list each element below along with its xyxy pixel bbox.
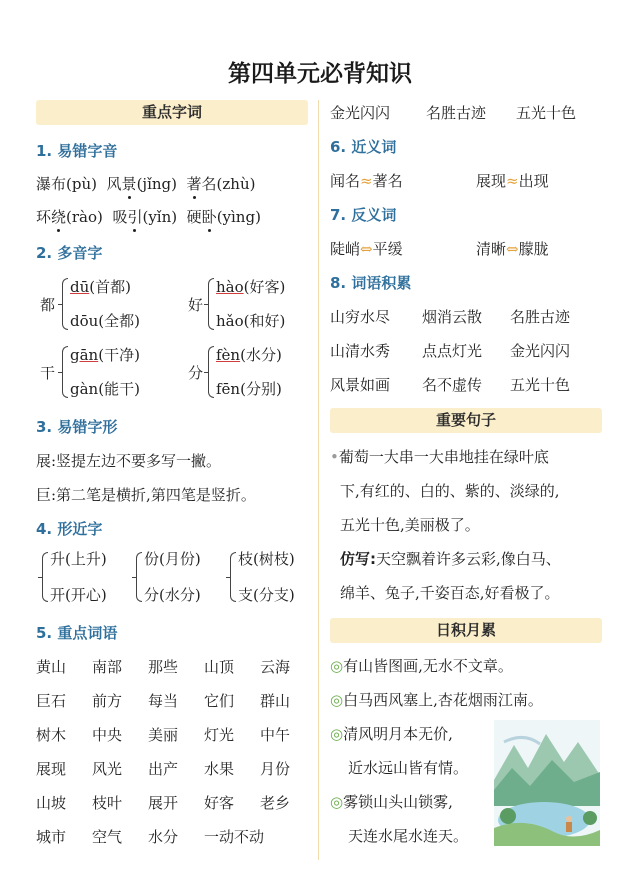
brace (136, 552, 142, 602)
similar-char-3a: 枝(树枝) (238, 550, 295, 568)
polyphone-char-hao: 好 (188, 296, 204, 314)
polyphone-hao-2: hǎo(和好) (216, 312, 286, 330)
key-phrase: 美丽 (148, 726, 179, 744)
vocab-phrase: 烟消云散 (422, 308, 483, 326)
similar-char-1a: 升(上升) (50, 550, 107, 568)
key-phrase: 前方 (92, 692, 123, 710)
page-title: 第四单元必背知识 (228, 61, 412, 87)
brace (62, 346, 68, 398)
section-title-synonyms: 6. 近义词 (330, 138, 397, 156)
polyphone-fen-2: fēn(分别) (216, 380, 282, 398)
section-banner-sentences: 重要句子 (330, 408, 602, 433)
imitate-line-2: 绵羊、兔子,千姿百态,好看极了。 (340, 584, 560, 602)
key-phrase: 那些 (148, 658, 179, 676)
key-phrase: 水分 (148, 828, 179, 846)
sentence-line-3: 五光十色,美丽极了。 (340, 516, 480, 534)
sentence-line-1: •葡萄一大串一大串地挂在绿叶底 (330, 448, 549, 466)
key-phrase: 枝叶 (92, 794, 123, 812)
pronunciation-row-1: 瀑布(pù) 风景(jǐng) 著名(zhù) (36, 175, 256, 193)
poem-line-4b: 天连水尾水连天。 (348, 827, 469, 845)
vocab-phrase: 点点灯光 (422, 342, 483, 360)
sentence-line-2: 下,有红的、白的、紫的、淡绿的, (340, 482, 560, 500)
brace (42, 552, 48, 602)
key-phrase: 山顶 (204, 658, 235, 676)
key-phrase: 展现 (36, 760, 67, 778)
key-phrase: 群山 (260, 692, 291, 710)
section-title-polyphones: 2. 多音字 (36, 244, 103, 262)
key-phrase: 山坡 (36, 794, 67, 812)
similar-char-1b: 开(开心) (50, 586, 107, 604)
synonym-pair-1: 闻名≈著名 (330, 172, 403, 190)
key-phrase: 老乡 (260, 794, 291, 812)
key-phrase: 南部 (92, 658, 123, 676)
polyphone-fen-1: fèn(水分) (216, 346, 282, 364)
polyphone-char-gan: 干 (40, 364, 56, 382)
polyphone-gan-2: gàn(能干) (70, 380, 140, 398)
polyphone-du-1: dū(首都) (70, 278, 131, 296)
imitate-line-1: 仿写:天空飘着许多云彩,像白马、 (340, 550, 561, 568)
similar-char-3b: 支(分支) (238, 586, 295, 604)
key-phrase: 月份 (260, 760, 291, 778)
antonym-pair-1: 陡峭⇔平缓 (330, 240, 403, 258)
key-phrase: 城市 (36, 828, 67, 846)
key-phrase: 树木 (36, 726, 67, 744)
poem-line-3a: ◎清风明月本无价, (330, 725, 453, 743)
section-title-pronunciation: 1. 易错字音 (36, 142, 118, 160)
section-banner-accumulation: 日积月累 (330, 618, 602, 643)
vocab-phrase: 名不虚传 (422, 376, 483, 394)
vocab-phrase: 风景如画 (330, 376, 391, 394)
poem-line-1: ◎有山皆图画,无水不文章。 (330, 657, 513, 675)
continued-word-2: 名胜古迹 (426, 104, 487, 122)
key-phrase: 灯光 (204, 726, 235, 744)
glyph-note-2: 巨:第二笔是横折,第四笔是竖折。 (36, 486, 256, 504)
brace (208, 278, 214, 330)
polyphone-char-du: 都 (40, 296, 56, 314)
key-phrase: 它们 (204, 692, 235, 710)
pronunciation-row-2: 环绕(rào) 吸引(yǐn) 硬卧(yìng) (36, 208, 261, 226)
brace (208, 346, 214, 398)
key-phrase: 巨石 (36, 692, 67, 710)
vocab-phrase: 名胜古迹 (510, 308, 571, 326)
left-column (36, 100, 308, 846)
vocab-phrase: 金光闪闪 (510, 342, 571, 360)
section-banner-key-words: 重点字词 (36, 100, 308, 125)
section-title-similar-chars: 4. 形近字 (36, 520, 103, 538)
vocab-phrase: 山清水秀 (330, 342, 391, 360)
key-phrase: 展开 (148, 794, 179, 812)
poem-line-4a: ◎雾锁山头山锁雾, (330, 793, 453, 811)
key-phrase: 出产 (148, 760, 179, 778)
polyphone-char-fen: 分 (188, 364, 204, 382)
key-phrase: 中午 (260, 726, 291, 744)
brace (230, 552, 236, 602)
landscape-illustration (494, 720, 600, 846)
section-title-vocab: 8. 词语积累 (330, 274, 412, 292)
key-phrase: 空气 (92, 828, 123, 846)
key-phrase: 风光 (92, 760, 123, 778)
key-phrase: 云海 (260, 658, 291, 676)
key-phrase: 一动不动 (204, 828, 265, 846)
poem-line-2: ◎白马西风塞上,杏花烟雨江南。 (330, 691, 543, 709)
key-phrase: 好客 (204, 794, 235, 812)
polyphone-du-2: dōu(全都) (70, 312, 141, 330)
key-phrase: 每当 (148, 692, 179, 710)
continued-word-1: 金光闪闪 (330, 104, 391, 122)
continued-word-3: 五光十色 (516, 104, 577, 122)
similar-char-2a: 份(月份) (144, 550, 201, 568)
key-phrase: 中央 (92, 726, 123, 744)
section-title-key-phrases: 5. 重点词语 (36, 624, 118, 642)
key-phrase: 黄山 (36, 658, 67, 676)
brace (62, 278, 68, 330)
column-divider (318, 100, 319, 860)
section-title-antonyms: 7. 反义词 (330, 206, 397, 224)
synonym-pair-2: 展现≈出现 (476, 172, 549, 190)
poem-line-3b: 近水远山皆有情。 (348, 759, 469, 777)
antonym-pair-2: 清晰⇔朦胧 (476, 240, 549, 258)
polyphone-gan-1: gān(干净) (70, 346, 140, 364)
glyph-note-1: 展:竖提左边不要多写一撇。 (36, 452, 222, 470)
vocab-phrase: 山穷水尽 (330, 308, 391, 326)
polyphone-hao-1: hào(好客) (216, 278, 286, 296)
similar-char-2b: 分(水分) (144, 586, 201, 604)
vocab-phrase: 五光十色 (510, 376, 571, 394)
key-phrase: 水果 (204, 760, 235, 778)
section-title-glyph: 3. 易错字形 (36, 418, 118, 436)
